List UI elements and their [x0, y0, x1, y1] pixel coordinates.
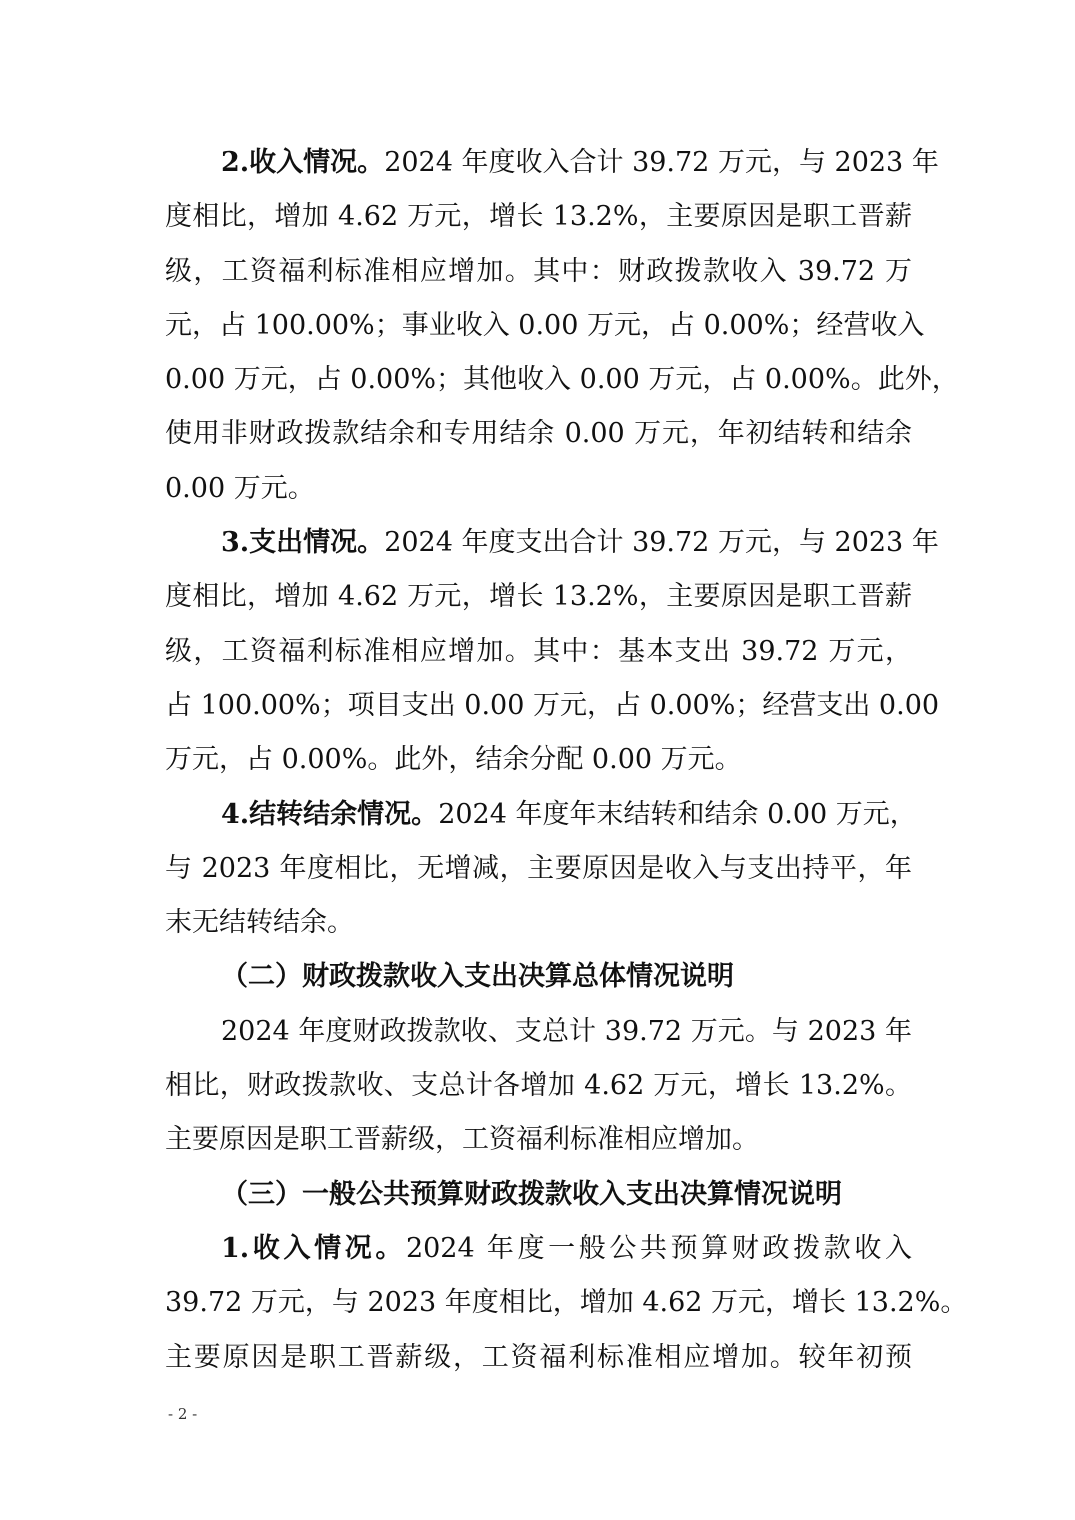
line-text: 0.00 万元。 [165, 472, 315, 504]
section-heading: （三）一般公共预算财政拨款收入支出决算情况说明 [221, 1178, 842, 1210]
line-text: 占 100.00%；项目支出 0.00 万元，占 0.00%；经营支出 0.00 [165, 689, 940, 721]
line-text: 与 2023 年度相比，无增减，主要原因是收入与支出持平，年 [165, 852, 912, 884]
line-text: 2024 年度年末结转和结余 0.00 万元， [438, 798, 917, 830]
line-text: 0.00 万元，占 0.00%；其他收入 0.00 万元，占 0.00%。此外， [165, 364, 959, 396]
paragraph-line [165, 683, 940, 737]
paragraph-lead: 2.收入情况。 [221, 147, 385, 178]
line-text: 万元，占 0.00%。此外，结余分配 0.00 万元。 [165, 744, 742, 776]
paragraph-line [165, 411, 912, 465]
paragraph-line [165, 357, 959, 411]
paragraph-line [165, 737, 912, 791]
paragraph [165, 1226, 968, 1389]
line-text: 2024 年度收入合计 39.72 万元，与 2023 年 [384, 147, 939, 178]
paragraph-line [165, 466, 912, 520]
line-text: 主要原因是职工晋薪级，工资福利标准相应增加。 [165, 1124, 759, 1156]
line-text: 39.72 万元，与 2023 年度相比，增加 4.62 万元，增长 13.2%。 [165, 1287, 968, 1319]
paragraph-line [165, 520, 939, 574]
paragraph-line [165, 1117, 912, 1171]
line-text: 使用非财政拨款结余和专用结余 0.00 万元，年初结转和结余 [165, 418, 912, 450]
line-text: 相比，财政拨款收、支总计各增加 4.62 万元，增长 13.2%。 [165, 1070, 912, 1102]
paragraph [165, 1009, 912, 1172]
page-number: - 2 - [168, 1405, 198, 1423]
paragraph [165, 140, 959, 520]
line-text: 级，工资福利标准相应增加。其中：基本支出 39.72 万元， [165, 635, 912, 667]
paragraph-line [165, 1280, 968, 1334]
paragraph-line [165, 629, 912, 683]
paragraph-line [165, 574, 912, 628]
paragraph-line [165, 792, 917, 846]
paragraph-line [165, 846, 912, 900]
line-text: 级，工资福利标准相应增加。其中：财政拨款收入 39.72 万 [165, 255, 912, 287]
paragraph-line [165, 303, 925, 357]
paragraph-line [165, 1335, 912, 1389]
paragraph [165, 520, 940, 791]
paragraph-lead: 4.结转结余情况。 [221, 798, 439, 830]
line-text: 2024 年度支出合计 39.72 万元，与 2023 年 [384, 527, 939, 559]
paragraph-line [165, 249, 912, 303]
paragraph-lead: 3.支出情况。 [221, 527, 385, 559]
section-heading: （二）财政拨款收入支出决算总体情况说明 [221, 961, 734, 993]
paragraph [165, 792, 917, 955]
line-text: 2024 年度财政拨款收、支总计 39.72 万元。与 2023 年 [221, 1015, 912, 1047]
paragraph-line [165, 140, 939, 194]
line-text: 度相比，增加 4.62 万元，增长 13.2%，主要原因是职工晋薪 [165, 201, 912, 233]
paragraph-line [165, 1063, 912, 1117]
paragraph-line [165, 900, 912, 954]
line-text: 主要原因是职工晋薪级，工资福利标准相应增加。较年初预 [165, 1341, 912, 1373]
paragraph-line [165, 1226, 912, 1280]
line-text: 末无结转结余。 [165, 907, 354, 939]
line-text: 2024 年度一般公共预算财政拨款收入 [405, 1232, 913, 1264]
document-body [165, 140, 968, 1389]
line-text: 元，占 100.00%；事业收入 0.00 万元，占 0.00%；经营收入 [165, 309, 925, 341]
line-text: 度相比，增加 4.62 万元，增长 13.2%，主要原因是职工晋薪 [165, 581, 912, 613]
paragraph-lead: 1.收入情况。 [221, 1232, 406, 1264]
paragraph-line [165, 194, 912, 248]
paragraph-line [165, 1009, 912, 1063]
